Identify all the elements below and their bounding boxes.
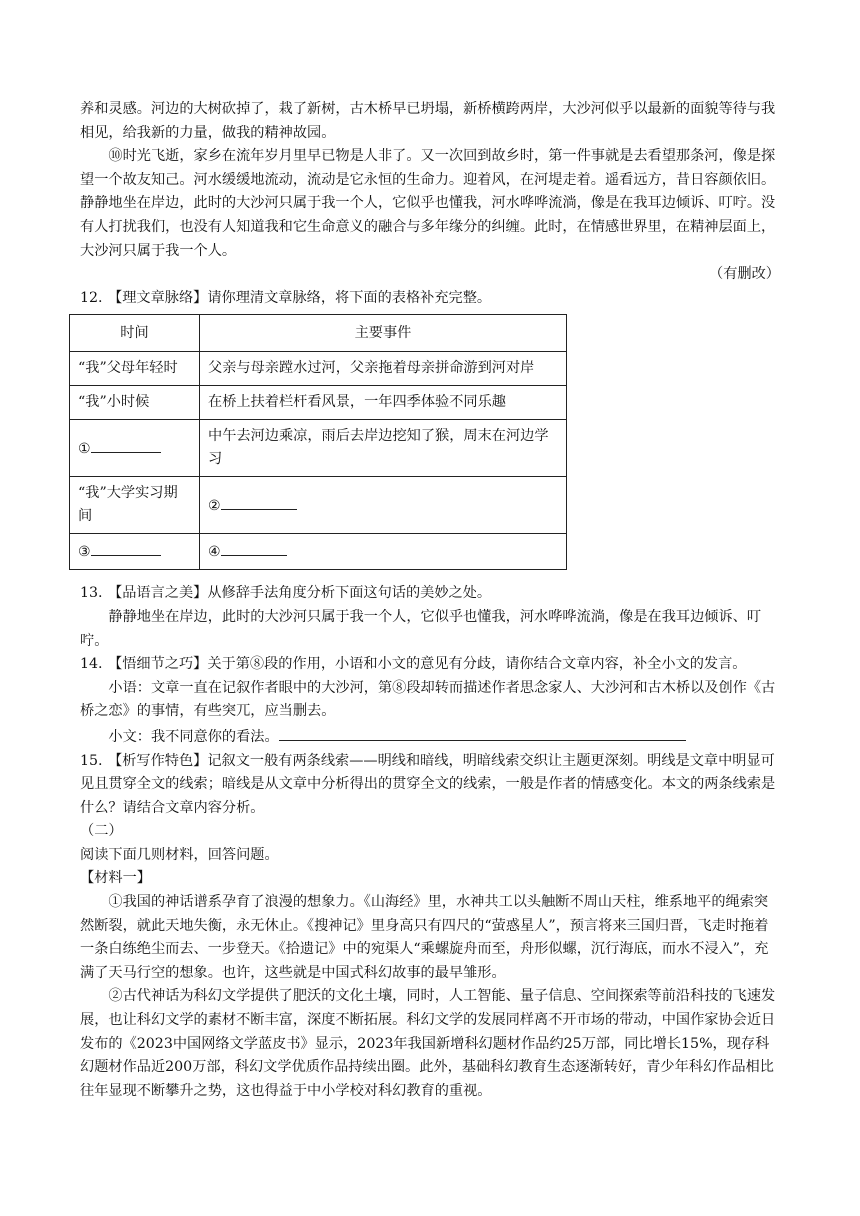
edit-note: （有删改） bbox=[709, 266, 780, 283]
table-row bbox=[70, 477, 567, 534]
passage-paragraph-10: ⑩时光飞逝，家乡在流年岁月里早已物是人非了。又一次回到故乡时，第一件事就是去看望那条河，像是探望一个故友知己。河水缓缓地流动，流动是它永恒的生命力。迎着风，在河堤走着。遥看远方，昔日容颜依旧。静静地坐在岸边，此时的大沙河只属于我一个人，它似乎也懂我，河水哗哗流淌，像是在我耳边倾诉、叮咛。没有人打扰我们，也没有人知道我和它生命意义的融合与多年缘分的纠缠。此时，在情感世界里，在精神层面上，大沙河只属于我一个人。 bbox=[80, 148, 776, 259]
answer-blank[interactable] bbox=[221, 493, 297, 510]
passage-paragraph-9-end: 养和灵感。河边的大树砍掉了，栽了新树，古木桥早已坍塌，新桥横跨两岸，大沙河似乎以最新的面貌等待与我相见，给我新的力量，做我的精神故园。 bbox=[80, 101, 776, 141]
question-12 bbox=[80, 287, 780, 311]
table-header-row bbox=[70, 315, 567, 352]
xiaowen-statement: 小文：我不同意你的看法。 bbox=[80, 724, 780, 750]
table-row bbox=[70, 386, 567, 420]
question-text: 【析写作特色】记叙文一般有两条线索——明线和暗线，明暗线索交织让主题更深刻。明线是文章中明显可见且贯穿全文的线索；暗线是从文章中分析得出的贯穿全文的线索，一般是作者的情感变化。本文的两条线索是什么？请结合文章内容分析。 bbox=[80, 752, 776, 816]
answer-blank[interactable] bbox=[221, 539, 287, 556]
cell-event: 父亲与母亲蹚水过河，父亲拖着母亲拼命游到河对岸 bbox=[200, 352, 567, 386]
question-13 bbox=[80, 582, 780, 606]
material-paragraph-1: ①我国的神话谱系孕育了浪漫的想象力。《山海经》里，水神共工以头触断不周山天柱，维系地平的绳索突然断裂，就此天地失衡，永无休止。《搜神记》里身高只有四尺的“萤惑星人”，预言将来三国归晋，飞走时拖着一条白练绝尘而去、一步登天。《拾遗记》中的宛渠人“乘螺旋舟而至，舟形似螺，沉行海底，而水不浸入”，充满了天马行空的想象。也许，这些就是中国式科幻故事的最早雏形。 bbox=[80, 894, 769, 981]
material-paragraph-2: ②古代神话为科幻文学提供了肥沃的文化土壤，同时，人工智能、量子信息、空间探索等前沿科技的飞速发展，也让科幻文学的素材不断丰富，深度不断拓展。科幻文学的发展同样离不开市场的带动，中国作家协会近日发布的《2023中国网络文学蓝皮书》显示，2023年我国新增科幻题材作品约25万部，同比增长15%，现存科幻题材作品近200万部，科幻文学优质作品持续出圈。此外，基础科幻教育生态逐渐转好，青少年科幻作品相比往年显现不断攀升之势，这也得益于中小学校对科幻教育的重视。 bbox=[80, 988, 776, 1099]
question-text: 【品语言之美】从修辞手法角度分析下面这句话的美妙之处。 bbox=[108, 585, 492, 602]
answer-blank[interactable] bbox=[91, 539, 161, 556]
section-heading: （二） bbox=[80, 823, 123, 840]
cell-time: “我”大学实习期间 bbox=[70, 477, 200, 534]
question-14 bbox=[80, 653, 780, 677]
cell-time: “我”小时候 bbox=[70, 386, 200, 420]
table-row bbox=[70, 352, 567, 386]
question-number: 15. bbox=[80, 752, 103, 769]
cell-time-blank-1: ① bbox=[70, 420, 200, 477]
cell-event: 在桥上扶着栏杆看风景，一年四季体验不同乐趣 bbox=[200, 386, 567, 420]
question-15 bbox=[80, 750, 780, 821]
section-intro: 阅读下面几则材料，回答问题。 bbox=[80, 846, 279, 863]
xiaoyu-statement: 小语：文章一直在记叙作者眼中的大沙河，第⑧段却转而描述作者思念家人、大沙河和古木桥以及创作《古桥之恋》的事情，有些突兀，应当删去。 bbox=[80, 679, 776, 720]
material-title: 【材料一】 bbox=[80, 870, 151, 887]
table-row bbox=[70, 420, 567, 477]
cell-time: “我”父母年轻时 bbox=[70, 352, 200, 386]
quoted-sentence: 静静地坐在岸边，此时的大沙河只属于我一个人，它似乎也懂我，河水哗哗流淌，像是在我耳边倾诉、叮咛。 bbox=[80, 608, 762, 649]
document-page bbox=[80, 98, 780, 1103]
table-row bbox=[70, 534, 567, 570]
answer-blank[interactable] bbox=[91, 436, 161, 453]
question-number: 12. bbox=[80, 289, 103, 306]
timeline-table bbox=[69, 314, 567, 570]
cell-event-blank-4: ④ bbox=[200, 534, 567, 570]
question-number: 13. bbox=[80, 585, 103, 602]
answer-line[interactable] bbox=[279, 724, 686, 741]
cell-event-blank-2: ② bbox=[200, 477, 567, 534]
question-text: 【悟细节之巧】关于第⑧段的作用，小语和小文的意见有分歧，请你结合文章内容，补全小文的发言。 bbox=[108, 656, 747, 673]
header-event: 主要事件 bbox=[200, 315, 567, 352]
question-number: 14. bbox=[80, 656, 103, 673]
cell-time-blank-3: ③ bbox=[70, 534, 200, 570]
question-text: 【理文章脉络】请你理清文章脉络，将下面的表格补充完整。 bbox=[108, 289, 492, 306]
cell-event: 中午去河边乘凉，雨后去岸边挖知了猴，周末在河边学习 bbox=[200, 420, 567, 477]
header-time: 时间 bbox=[70, 315, 200, 352]
